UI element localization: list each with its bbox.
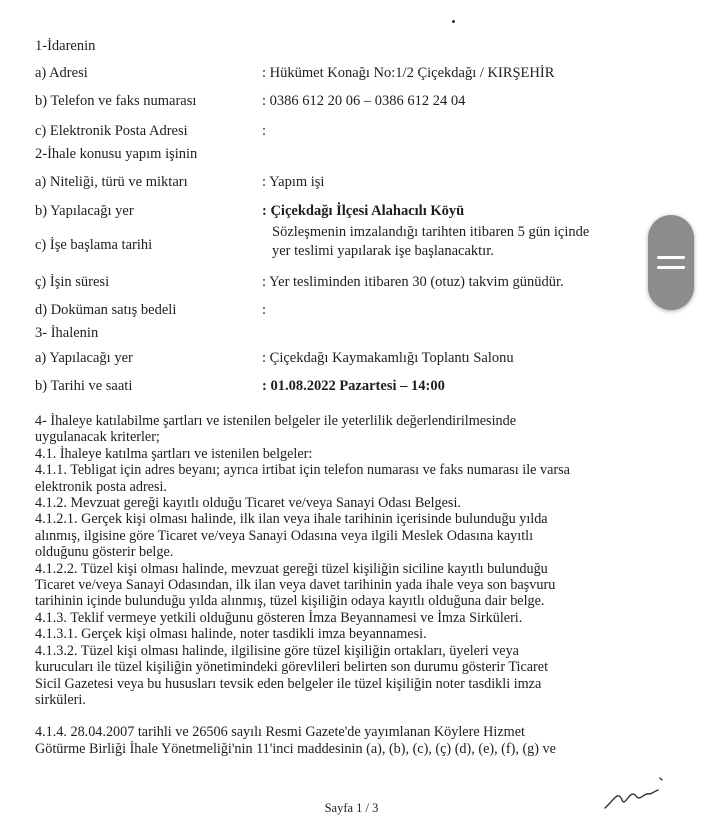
field-label: b) Tarihi ve saati [35,378,133,394]
signature-mark [600,770,680,815]
field-label: c) İşe başlama tarihi [35,237,153,253]
field-label: d) Doküman satış bedeli [35,302,177,318]
field-value: : Çiçekdağı İlçesi Alahacılı Köyü [262,203,465,219]
body-line: 4.1.1. Tebligat için adres beyanı; ayrıca irtibat için telefon numarası ve faks numarası ile varsa [35,462,570,479]
body-line: 4- İhaleye katılabilme şartları ve istenilen belgeler ile yeterlilik değerlendirilmesinde [35,413,517,429]
body-line: 4.1.3.2. Tüzel kişi olması halinde, ilgilisine göre tüzel kişiliğin ortakları, üyeleri veya [35,642,519,659]
body-line: alınmış, ilgisine göre Ticaret ve/veya Sanayi Odasına veya ilgili Meslek Odasına kayıtlı [35,527,534,544]
field-label: b) Telefon ve faks numarası [35,93,197,109]
field-value: : [262,123,267,139]
field-label: c) Elektronik Posta Adresi [35,123,188,139]
ink-speck [452,20,455,23]
body-line: tarihinin içinde bulunduğu yılda alınmış, tüzel kişiliğin odaya kayıtlı olduğuna dair belge. [35,593,545,610]
field-label: a) Niteliği, türü ve miktarı [35,174,188,190]
field-value: yer teslimi yapılarak işe başlanacaktır. [272,243,494,259]
field-value: Sözleşmenin imzalandığı tarihten itibaren 5 gün içinde [272,224,590,240]
body-line: 4.1.3.1. Gerçek kişi olması halinde, noter tasdikli imza beyannamesi. [35,626,427,643]
grip-line-icon [657,256,685,259]
body-line: Sicil Gazetesi veya bu hususları tevsik eden belgeler ile tüzel kişiliğin noter tasdikli imza [35,675,542,692]
field-value: : 01.08.2022 Pazartesi – 14:00 [262,378,445,394]
field-value: : [262,302,267,318]
field-label: 2-İhale konusu yapım işinin [35,146,198,162]
body-line: 4.1. İhaleye katılma şartları ve istenilen belgeler: [35,445,313,462]
body-line: sirküleri. [35,691,86,708]
body-line: 4.1.2.2. Tüzel kişi olması halinde, mevzuat gereği tüzel kişiliğin siciline kayıtlı bulunduğu [35,560,548,577]
field-value: : Yer tesliminden itibaren 30 (otuz) takvim günüdür. [262,274,564,290]
field-value-start-date-line2 [272,243,494,260]
field-label: a) Adresi [35,65,88,81]
body-line: Ticaret ve/veya Sanayi Odasından, ilk ilan veya davet tarihinin yada ihale veya son başvuru [35,577,556,594]
field-label: a) Yapılacağı yer [35,350,133,366]
body-line: kurucuları ile tüzel kişiliğin yönetimindeki görevlileri belirten son durumu gösterir Ticaret [35,659,549,676]
body-line: 4.1.3. Teklif vermeye yetkili olduğunu gösteren İmza Beyannamesi ve İmza Sirküleri. [35,609,523,626]
field-label: b) Yapılacağı yer [35,203,134,219]
scroll-handle[interactable] [648,215,694,310]
grip-line-icon [657,266,685,269]
field-value-start-date-line1 [272,224,589,241]
body-line: Götürme Birliği İhale Yönetmeliği'nin 11'inci maddesinin (a), (b), (c), (ç) (d), (e), (f), (g) ve [35,740,556,757]
field-value: : 0386 612 20 06 – 0386 612 24 04 [262,93,466,109]
field-value: : Çiçekdağı Kaymakamlığı Toplantı Salonu [262,350,514,366]
body-line: 4.1.2.1. Gerçek kişi olması halinde, ilk ilan veya ihale tarihinin içerisinde bulunduğu yılda [35,511,548,528]
field-label: 3- İhalenin [35,325,99,341]
field-value: : Hükümet Konağı No:1/2 Çiçekdağı / KIRŞEHİR [262,65,555,81]
page-number: Sayfa 1 / 3 [324,801,379,815]
body-line: olduğunu gösterir belge. [35,544,174,561]
field-value: : Yapım işi [262,174,325,190]
body-line: elektronik posta adresi. [35,478,167,495]
body-line: uygulanacak kriterler; [35,429,160,446]
criteria-body [35,413,655,757]
paragraph-gap [35,708,655,724]
field-label: ç) İşin süresi [35,274,110,290]
body-line: 4.1.4. 28.04.2007 tarihli ve 26506 sayılı Resmi Gazete'de yayımlanan Köylere Hizmet [35,724,525,741]
field-label: 1-İdarenin [35,38,96,54]
body-line: 4.1.2. Mevzuat gereği kayıtlı olduğu Ticaret ve/veya Sanayi Odası Belgesi. [35,495,461,512]
